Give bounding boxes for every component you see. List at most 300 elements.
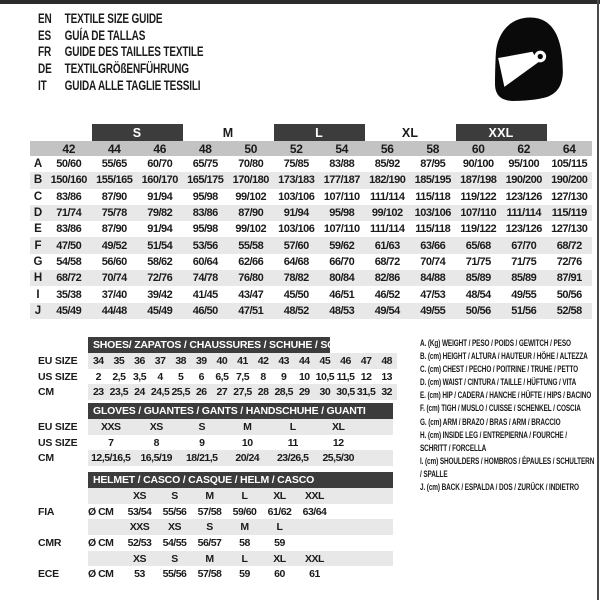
- size-value: 9: [281, 370, 287, 383]
- measure-value: 83/86: [192, 207, 218, 220]
- measure-row-d: [30, 205, 592, 221]
- language-code: DE: [38, 61, 52, 77]
- measure-value: 83/86: [56, 223, 82, 236]
- shoes-row: [30, 353, 397, 369]
- measure-row-i: [30, 286, 592, 302]
- size-value: 34: [92, 354, 104, 367]
- size-value: 10: [241, 436, 253, 449]
- helmet-size-label: M: [205, 489, 214, 502]
- measure-value: 185/195: [414, 174, 451, 187]
- measure-value: 49/52: [101, 239, 127, 252]
- measure-value: 75/78: [101, 207, 127, 220]
- legend-item: I. (cm) SHOULDERS / HOMBROS / ÉPAULES / SCHULTERN / SPALLE: [420, 455, 595, 479]
- row-strip: [88, 435, 393, 451]
- size-value: 44: [298, 354, 310, 367]
- row-strip: [88, 566, 393, 582]
- legend-list: [420, 337, 595, 494]
- language-line: [38, 27, 203, 44]
- measure-value: 85/89: [511, 272, 537, 285]
- measure-value: 51/56: [511, 304, 537, 317]
- size-value: 6: [198, 370, 204, 383]
- measure-row-h: [30, 270, 592, 286]
- measure-value: 72/76: [147, 272, 173, 285]
- helmet-size-value: 60: [274, 568, 285, 581]
- size-value: 20/24: [235, 452, 260, 465]
- measure-value: 45/49: [56, 304, 82, 317]
- size-group-l: L: [274, 124, 365, 141]
- numeric-size: 48: [198, 141, 212, 156]
- size-value: 27,5: [233, 386, 252, 399]
- size-value: 36: [134, 354, 145, 367]
- size-value: 40: [216, 354, 228, 367]
- helmet-size-label: L: [241, 552, 248, 565]
- measure-value: 115/118: [415, 223, 451, 236]
- measure-value: 190/200: [505, 174, 542, 187]
- legend-item: E. (cm) HIP / CADERA / HANCHE / HÜFTE / HIPS / BACINO: [420, 390, 592, 401]
- numeric-size: 60: [471, 141, 485, 156]
- size-value: 39: [195, 354, 207, 367]
- measure-value: 35/38: [56, 288, 82, 301]
- row-label: [30, 551, 88, 567]
- shoes-section: [30, 337, 397, 400]
- measure-value: 115/119: [551, 207, 587, 220]
- size-value: 8: [260, 370, 266, 383]
- page-right-border: [597, 0, 599, 600]
- letter-col-spacer: [30, 141, 46, 156]
- size-value: 25,5/30: [322, 452, 355, 465]
- standard-label: ECE: [38, 568, 59, 581]
- numeric-size: 50: [244, 141, 258, 156]
- measure-value: 46/50: [192, 304, 218, 317]
- numeric-size: 58: [426, 141, 440, 156]
- measure-key: H: [33, 272, 43, 285]
- row-strip: [88, 535, 393, 551]
- size-value: 12: [360, 370, 372, 383]
- legend-item: H. (cm) INSIDE LEG / ENTREPIERNA / FOURCHE / SCHRITT / FORCELLA: [420, 429, 567, 453]
- language-line: [38, 60, 203, 77]
- size-value: 35: [113, 354, 125, 367]
- measure-key: F: [34, 239, 42, 252]
- helmet-size-label: S: [171, 489, 178, 502]
- size-value: XS: [149, 420, 163, 433]
- measure-value: 99/102: [371, 207, 403, 220]
- row-strip: [88, 384, 397, 400]
- helmet-size-value: 59: [239, 568, 250, 581]
- helmet-size-label: XL: [273, 552, 286, 565]
- measure-value: 41/45: [192, 288, 218, 301]
- measure-value: 66/70: [329, 255, 355, 268]
- measure-value: 70/80: [238, 158, 264, 171]
- size-value: 24,5: [150, 386, 170, 399]
- size-value: 26: [195, 386, 207, 399]
- size-value: 42: [257, 354, 269, 367]
- measure-key: B: [33, 174, 43, 187]
- size-value: 13: [381, 370, 393, 383]
- size-value: 30,5: [336, 386, 355, 399]
- measure-value: 67/70: [511, 239, 537, 252]
- measure-row-b: [30, 172, 592, 188]
- legend-item: J. (cm) BACK / ESPALDA / DOS / ZURÜCK / INDIETRO: [420, 482, 579, 493]
- page-top-border: [0, 0, 600, 4]
- helmet-size-value: 53: [134, 568, 145, 581]
- size-value: XXS: [100, 420, 121, 433]
- measure-value: 50/60: [56, 158, 82, 171]
- measure-value: 87/91: [556, 272, 582, 285]
- size-value: 9: [199, 436, 205, 449]
- row-label: US SIZE: [38, 436, 78, 449]
- measure-value: 39/42: [147, 288, 173, 301]
- measure-value: 47/53: [420, 288, 446, 301]
- numeric-size: 42: [62, 141, 76, 156]
- measure-value: 87/90: [238, 207, 264, 220]
- size-value: 23,5: [109, 386, 129, 399]
- size-value: 2: [95, 370, 101, 383]
- size-value: 7: [108, 436, 114, 449]
- row-strip: [88, 369, 397, 385]
- language-line: [38, 10, 203, 27]
- language-title: GUÍA DE TALLAS: [64, 27, 146, 43]
- helmet-size-label: L: [276, 521, 283, 534]
- measure-value: 51/54: [147, 239, 173, 252]
- measure-value: 95/100: [508, 158, 540, 171]
- size-value: 25,5: [171, 386, 190, 399]
- size-value: 37: [154, 354, 166, 367]
- unit-spacer: [88, 488, 122, 504]
- row-strip: [88, 353, 397, 369]
- measure-value: 55/65: [101, 158, 127, 171]
- row-label: CM: [38, 386, 54, 399]
- measure-row-f: [30, 237, 592, 253]
- language-title: TEXTILGRÖßENFÜHRUNG: [64, 61, 189, 77]
- helmet-size-value: 52/53: [127, 536, 152, 549]
- measure-value: 91/94: [147, 223, 173, 236]
- measure-value: 85/89: [465, 272, 491, 285]
- size-value: 10,5: [315, 370, 335, 383]
- measure-value: 54/58: [56, 255, 82, 268]
- size-group-m: M: [222, 125, 234, 140]
- helmet-size-label: M: [240, 521, 249, 534]
- row-strip: [88, 450, 393, 466]
- measure-value: 60/70: [147, 158, 173, 171]
- numeric-size: 64: [562, 141, 576, 156]
- size-value: 2,5: [112, 370, 126, 383]
- helmet-rows: [30, 488, 393, 582]
- measure-value: 111/114: [506, 207, 541, 220]
- measure-value: 59/62: [329, 239, 355, 252]
- measure-key: D: [33, 207, 43, 220]
- measure-value: 111/114: [370, 190, 405, 203]
- measure-value: 78/82: [283, 272, 309, 285]
- helmet-size-label: XXL: [305, 489, 324, 502]
- measure-value: 37/40: [101, 288, 127, 301]
- measure-value: 119/122: [460, 190, 497, 203]
- measure-value: 68/72: [56, 272, 82, 285]
- measure-value: 107/110: [323, 190, 360, 203]
- measure-value: 65/68: [465, 239, 491, 252]
- unit-label: Ø CM: [88, 505, 114, 518]
- shoes-section-title: SHOES/ ZAPATOS / CHAUSSURES / SCHUHE / SCARPE: [88, 337, 330, 353]
- size-value: 47: [360, 354, 372, 367]
- language-line: [38, 77, 203, 94]
- size-value: 29: [298, 386, 310, 399]
- helmet-size-value: 61: [309, 568, 320, 581]
- measure-value: 63/66: [420, 239, 446, 252]
- measure-row-j: [30, 303, 592, 319]
- helmet-size-value: 53/54: [127, 505, 152, 518]
- helmet-size-value: 57/58: [197, 568, 222, 581]
- measure-value: 87/95: [420, 158, 446, 171]
- size-value: 27: [216, 386, 228, 399]
- size-group-xxl: XXL: [456, 124, 547, 141]
- measure-value: 99/102: [235, 223, 267, 236]
- numeric-size: 46: [153, 141, 167, 156]
- measure-value: 87/90: [101, 223, 127, 236]
- measure-value: 190/200: [551, 174, 588, 187]
- measure-value: 68/72: [374, 255, 400, 268]
- helmet-size-value: 55/56: [162, 505, 187, 518]
- row-label: EU SIZE: [38, 354, 78, 367]
- helmet-size-label: M: [205, 552, 214, 565]
- shoes-row: [30, 384, 397, 400]
- measure-key: C: [33, 190, 43, 203]
- measure-value: 76/80: [238, 272, 264, 285]
- measure-value: 99/102: [235, 190, 267, 203]
- row-strip: [88, 419, 393, 435]
- measure-value: 71/75: [511, 255, 537, 268]
- measure-value: 95/98: [329, 207, 355, 220]
- size-value: M: [243, 420, 252, 433]
- measure-value: 61/63: [374, 239, 400, 252]
- size-value: 28: [257, 386, 269, 399]
- helmet-size-label: XXL: [305, 552, 324, 565]
- numeric-size: 52: [289, 141, 303, 156]
- size-value: 6,5: [215, 370, 229, 383]
- measure-value: 72/76: [556, 255, 582, 268]
- size-value: 41: [237, 354, 248, 367]
- measure-value: 52/58: [556, 304, 582, 317]
- helmet-size-label: XS: [132, 552, 146, 565]
- size-value: 23: [92, 386, 104, 399]
- legend-item: F. (cm) TIGH / MUSLO / CUISSE / SCHENKEL / COSCIA: [420, 403, 581, 414]
- language-code: IT: [38, 78, 47, 94]
- measure-row-c: [30, 189, 592, 205]
- helmet-size-label: XS: [167, 521, 181, 534]
- measure-value: 49/55: [420, 304, 446, 317]
- measure-value: 50/56: [556, 288, 582, 301]
- measure-value: 170/180: [232, 174, 269, 187]
- row-label: CM: [38, 452, 54, 465]
- measure-value: 119/122: [460, 223, 497, 236]
- helmet-size-label: XS: [132, 489, 146, 502]
- size-value: 30: [319, 386, 331, 399]
- row-label: EU SIZE: [38, 420, 78, 433]
- measure-value: 165/175: [187, 174, 224, 187]
- helmet-size-label: XL: [273, 489, 286, 502]
- measure-value: 90/100: [462, 158, 494, 171]
- size-value: 23/26,5: [276, 452, 309, 465]
- measure-value: 48/54: [465, 288, 491, 301]
- measure-value: 107/110: [460, 207, 497, 220]
- row-strip: [88, 551, 393, 567]
- language-list: [38, 10, 203, 94]
- measure-value: 123/126: [505, 223, 542, 236]
- helmet-size-value: 58: [239, 536, 250, 549]
- numeric-size: 62: [517, 141, 531, 156]
- gloves-section: [30, 403, 393, 466]
- measure-value: 47/50: [56, 239, 82, 252]
- size-value: 3,5: [132, 370, 147, 383]
- measure-value: 83/86: [56, 190, 82, 203]
- size-value: 4: [157, 370, 163, 383]
- main-size-table: [30, 124, 592, 319]
- helmet-size-value: 59/60: [232, 505, 257, 518]
- language-code: ES: [38, 27, 52, 43]
- helmet-section-title: HELMET / CASCO / CASQUE / HELM / CASCO: [88, 472, 393, 488]
- size-value: 48: [381, 354, 393, 367]
- measure-value: 55/58: [238, 239, 264, 252]
- helmet-size-value: 63/64: [302, 505, 327, 518]
- measure-value: 107/110: [323, 223, 360, 236]
- size-value: XL: [332, 420, 345, 433]
- gloves-row: [30, 435, 393, 451]
- measure-value: 56/60: [101, 255, 127, 268]
- measure-row-g: [30, 254, 592, 270]
- measure-value: 64/68: [283, 255, 309, 268]
- helmet-sizes-row: [30, 519, 393, 535]
- helmet-size-label: S: [171, 552, 178, 565]
- language-title: TEXTILE SIZE GUIDE: [64, 10, 163, 26]
- measure-value: 85/92: [374, 158, 400, 171]
- measure-value: 71/74: [56, 207, 82, 220]
- measure-value: 80/84: [329, 272, 355, 285]
- helmet-size-value: 57/58: [197, 505, 222, 518]
- measure-value: 103/106: [414, 207, 451, 220]
- measure-value: 48/52: [283, 304, 309, 317]
- measure-value: 49/54: [374, 304, 400, 317]
- size-group-row: [30, 124, 592, 141]
- language-title: GUIDE DES TAILLES TEXTILE: [64, 44, 204, 60]
- measure-value: 79/82: [147, 207, 173, 220]
- measure-value: 68/72: [556, 239, 582, 252]
- gloves-row: [30, 450, 393, 466]
- size-value: 32: [381, 386, 393, 399]
- row-label: [30, 519, 88, 535]
- standard-label: FIA: [38, 505, 55, 518]
- measure-value: 95/98: [192, 190, 218, 203]
- helmet-size-value: 56/57: [197, 536, 222, 549]
- measure-value: 62/66: [238, 255, 264, 268]
- racing-helmet-icon: [488, 14, 566, 106]
- size-group-xl: XL: [401, 125, 419, 140]
- size-value: 31,5: [356, 386, 376, 399]
- row-label: [30, 488, 88, 504]
- measure-value: 91/94: [283, 207, 309, 220]
- legend-item: G. (cm) ARM / BRAZO / BRAS / ARM / BRACCIO: [420, 416, 561, 427]
- row-strip: [88, 504, 393, 520]
- measure-value: 82/86: [374, 272, 400, 285]
- language-line: [38, 44, 203, 61]
- measure-value: 46/51: [329, 288, 355, 301]
- helmet-section: [30, 472, 393, 582]
- measure-value: 74/78: [192, 272, 218, 285]
- gloves-section-title: GLOVES / GUANTES / GANTS / HANDSCHUHE / GUANTI: [88, 403, 393, 419]
- measure-value: 48/53: [329, 304, 355, 317]
- size-value: S: [198, 420, 205, 433]
- measure-row-a: [30, 156, 592, 172]
- size-value: 28,5: [274, 386, 293, 399]
- measure-value: 150/160: [50, 174, 87, 187]
- measure-value: 71/75: [465, 255, 491, 268]
- size-value: L: [289, 420, 296, 433]
- measure-value: 87/90: [101, 190, 127, 203]
- gloves-rows: [30, 419, 393, 466]
- size-group-s: S: [92, 124, 183, 141]
- helmet-size-label: L: [241, 489, 248, 502]
- size-value: 10: [298, 370, 310, 383]
- numeric-size: 44: [107, 141, 121, 156]
- measure-value: 65/75: [192, 158, 218, 171]
- row-strip: [88, 519, 393, 535]
- helmet-values-row-ece: [30, 566, 393, 582]
- size-value: 16,5/19: [140, 452, 173, 465]
- legend-item: B. (cm) HEIGHT / ALTURA / HAUTEUR / HÖHE / ALTEZZA: [420, 351, 588, 362]
- unit-label: Ø CM: [88, 568, 114, 581]
- unit-spacer: [88, 519, 122, 535]
- measure-value: 44/48: [101, 304, 127, 317]
- size-value: 12: [332, 436, 344, 449]
- measure-value: 115/118: [415, 190, 451, 203]
- measure-value: 57/60: [283, 239, 309, 252]
- helmet-size-value: 54/55: [162, 536, 187, 549]
- measure-value: 123/126: [505, 190, 542, 203]
- measure-value: 49/55: [511, 288, 537, 301]
- size-value: 46: [340, 354, 351, 367]
- helmet-size-value: 59: [274, 536, 285, 549]
- helmet-size-label: XXS: [129, 521, 150, 534]
- legend-item: A. (Kg) WEIGHT / PESO / POIDS / GEWITCH / PESO: [420, 338, 571, 348]
- row-strip: [88, 488, 393, 504]
- language-code: FR: [38, 44, 52, 60]
- measure-value: 155/165: [96, 174, 133, 187]
- measure-key: I: [36, 288, 40, 301]
- measure-value: 91/94: [147, 190, 173, 203]
- measure-value: 60/64: [192, 255, 218, 268]
- measure-value: 160/170: [141, 174, 178, 187]
- standard-label: CMR: [38, 536, 62, 549]
- measure-value: 127/130: [551, 190, 588, 203]
- measure-value: 187/198: [460, 174, 497, 187]
- measure-value: 105/115: [551, 158, 588, 171]
- measure-value: 70/74: [420, 255, 446, 268]
- size-value: 11: [287, 436, 298, 449]
- unit-spacer: [88, 551, 122, 567]
- measure-value: 50/56: [465, 304, 491, 317]
- unit-label: Ø CM: [88, 536, 114, 549]
- measure-value: 177/187: [323, 174, 360, 187]
- helmet-size-value: 61/62: [267, 505, 292, 518]
- helmet-size-value: 55/56: [162, 568, 187, 581]
- measure-value: 53/56: [192, 239, 218, 252]
- measure-value: 75/85: [283, 158, 309, 171]
- measure-value: 45/49: [147, 304, 173, 317]
- measure-value: 95/98: [192, 223, 218, 236]
- measure-value: 173/183: [278, 174, 315, 187]
- helmet-values-row-fia: [30, 504, 393, 520]
- size-value: 45: [319, 354, 331, 367]
- measure-key: J: [34, 304, 42, 317]
- helmet-size-label: S: [206, 521, 213, 534]
- size-value: 18/21,5: [185, 452, 218, 465]
